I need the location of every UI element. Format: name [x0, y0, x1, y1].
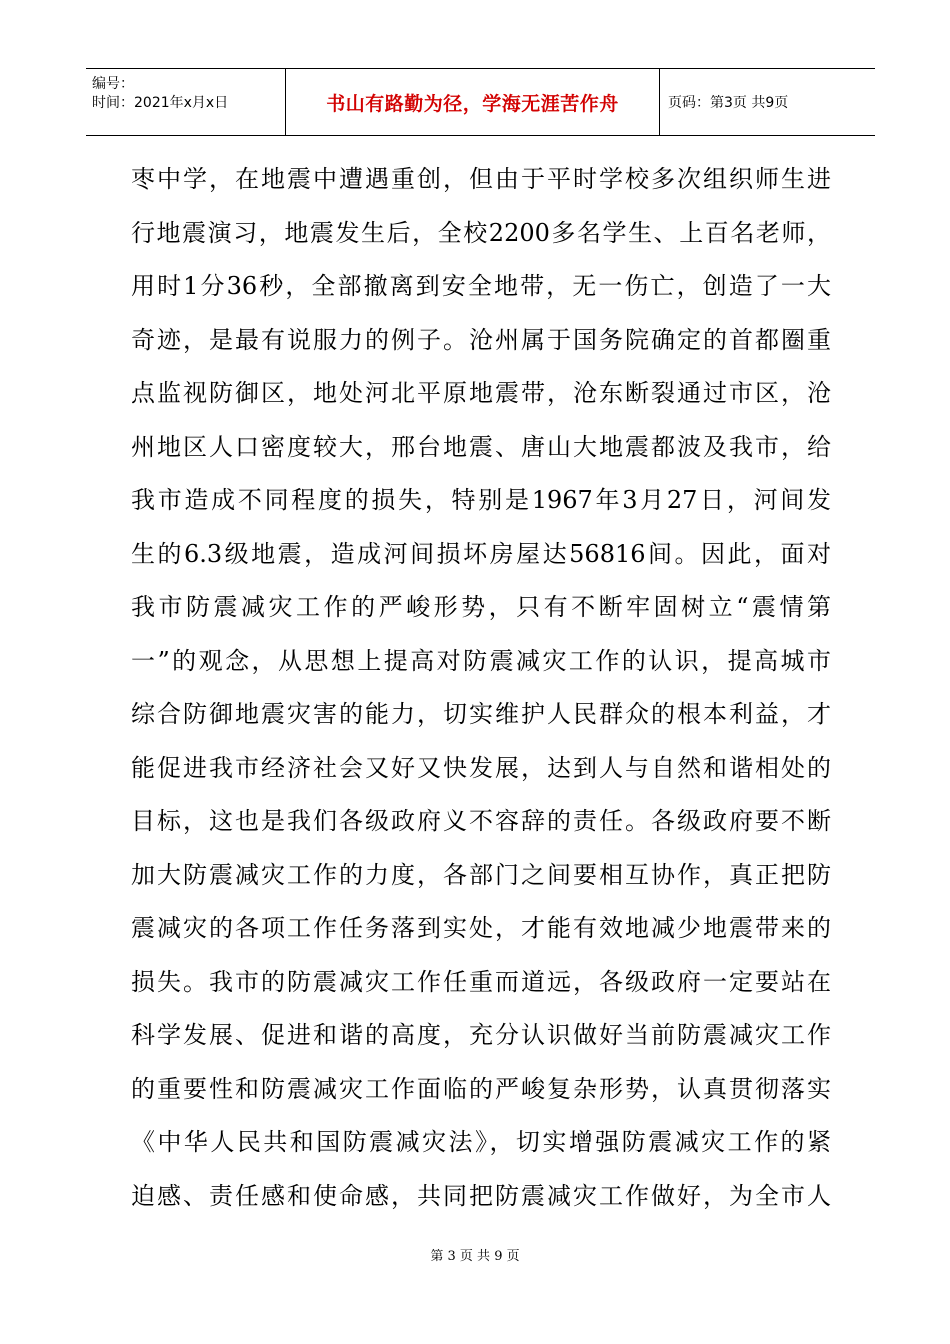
body-line: 生的6.3级地震，造成河间损坏房屋达56816间。因此，面对 — [131, 539, 831, 568]
body-line: 能促进我市经济社会又好又快发展，达到人与自然和谐相处的 — [131, 753, 831, 782]
body-line: 《中华人民共和国防震减灾法》，切实增强防震减灾工作的紧 — [131, 1128, 831, 1156]
number-label: 编号： — [92, 76, 134, 92]
header-motto: 书山有路勤为径，学海无涯苦作舟 — [286, 69, 660, 135]
body-line: 加大防震减灾工作的力度，各部门之间要相互协作，真正把防 — [131, 860, 831, 889]
body-line: 的重要性和防震减灾工作面临的严峻复杂形势，认真贯彻落实 — [131, 1074, 831, 1103]
body-line: 行地震演习，地震发生后，全校2200多名学生、上百名老师， — [131, 218, 831, 247]
body-line: 迫感、责任感和使命感，共同把防震减灾工作做好，为全市人 — [131, 1181, 831, 1210]
body-line: 州地区人口密度较大，邢台地震、唐山大地震都波及我市，给 — [131, 432, 831, 461]
body-line: 用时1分36秒，全部撤离到安全地带，无一伤亡，创造了一大 — [131, 272, 831, 300]
body-line: 我市防震减灾工作的严峻形势，只有不断牢固树立“震情第 — [131, 593, 831, 621]
page-footer: 第 3 页 共 9 页 — [430, 1249, 520, 1264]
body-line: 奇迹，是最有说服力的例子。沧州属于国务院确定的首都圈重 — [131, 325, 831, 354]
body-line: 震减灾的各项工作任务落到实处，才能有效地减少地震带来的 — [131, 914, 831, 942]
header-meta — [86, 69, 286, 135]
document-body — [131, 153, 831, 1223]
body-line: 目标，这也是我们各级政府义不容辞的责任。各级政府要不断 — [131, 807, 831, 835]
body-line: 综合防御地震灾害的能力，切实维护人民群众的根本利益，才 — [131, 700, 831, 728]
header-page-label: 页码：第3页 共9页 — [668, 95, 789, 111]
body-line: 损失。我市的防震减灾工作任重而道远，各级政府一定要站在 — [131, 967, 831, 996]
page-header — [86, 68, 875, 136]
body-line: 一”的观念，从思想上提高对防震减灾工作的认识，提高城市 — [131, 646, 831, 675]
body-line: 我市造成不同程度的损失，特别是1967年3月27日，河间发 — [131, 486, 831, 514]
time-label: 时间：2021年x月x日 — [92, 95, 229, 111]
body-line: 科学发展、促进和谐的高度，充分认识做好当前防震减灾工作 — [131, 1021, 831, 1049]
body-line: 枣中学，在地震中遭遇重创，但由于平时学校多次组织师生进 — [131, 165, 831, 193]
body-line: 点监视防御区，地处河北平原地震带，沧东断裂通过市区，沧 — [131, 379, 831, 407]
